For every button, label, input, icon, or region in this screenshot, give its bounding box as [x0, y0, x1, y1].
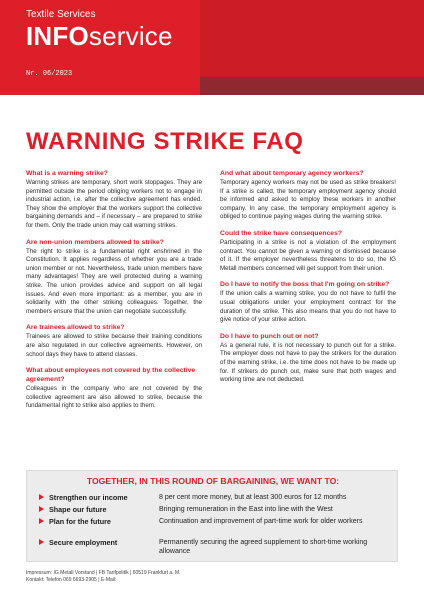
brand-title-bold: INFO: [26, 21, 89, 51]
faq-question: Do I have to punch out or not?: [220, 332, 319, 340]
faq-question: Are non-union members allowed to strike?: [26, 238, 164, 246]
arrow-right-icon: [39, 539, 44, 545]
faq-answer: Colleagues in the company who are not covered by the collective agreement are also allowed to strike, because the fundamental right to strike also applies to them.: [26, 385, 202, 410]
demand-text: 8 per cent more money, but at least 300 euros for 12 months: [159, 494, 347, 501]
faq-right-column: [220, 169, 396, 392]
faq-item: [220, 280, 396, 324]
faq-question: What about employees not covered by the collective agreement?: [26, 367, 196, 384]
faq-answer: The right to strike is a fundamental right enshrined in the Constitution. It applies regardless of whether you are a trade union member or not. Nevertheless, trade union members have many advantages! They are well protected during a warning strike. The union provides advice and support on all legal issues. And even more important: as a member, you are in solidarity with the other striking colleagues. Together, the members ensure that the union can negotiate successfully.: [26, 247, 202, 315]
imprint-line: Impressum: IG Metall Vorstand | FB Tarifpolitik | 60519 Frankfurt a. M.: [26, 570, 181, 576]
brand: [26, 9, 173, 51]
faq-left-column: [26, 169, 202, 418]
header-banner: [0, 0, 424, 95]
brand-subtitle: Textile Services: [26, 9, 96, 20]
faq-item: [26, 238, 202, 317]
faq-answer: Participating in a strike is not a violation of the employment contract. You cannot be given a warning or dismissed because of it. If the employer nevertheless threatens to do so, the IG Metall members concerned will get support from their union.: [220, 238, 396, 272]
faq-item: [26, 169, 202, 231]
arrow-right-icon: [39, 518, 44, 524]
header-photo: [200, 0, 424, 95]
faq-item: [26, 323, 202, 359]
demand-goal: Strengthen our income: [49, 493, 128, 502]
page-title: WARNING STRIKE FAQ: [26, 128, 304, 155]
faq-question: Do I have to notify the boss that I'm going on strike?: [220, 281, 390, 289]
faq-question: And what about temporary agency workers?: [220, 170, 364, 177]
contact-line: Kontakt: Telefon 069 6693-2905 | E-Mail:: [26, 577, 117, 583]
faq-answer: Trainees are allowed to strike because their training conditions are also regulated in our collective agreements. However, on school days they have to attend classes.: [26, 333, 202, 358]
faq-item: [220, 332, 396, 385]
demand-text: Continuation and improvement of part-time work for older workers: [159, 518, 363, 525]
demand-goal: Secure employment: [49, 538, 118, 547]
faq-question: Are trainees allowed to strike?: [26, 324, 125, 332]
demands-box: [26, 470, 398, 562]
brand-title-light: service: [88, 21, 173, 51]
demand-goal: Plan for the future: [49, 517, 111, 526]
faq-question: Could the strike have consequences?: [220, 229, 343, 237]
faq-item: [220, 229, 396, 273]
demand-text: Permanently securing the agreed supplement to short-time working allowance: [159, 539, 368, 555]
faq-item: [220, 169, 396, 222]
issue-number: Nr. 06/2023: [26, 70, 73, 78]
faq-answer: Warning strikes are temporary, short work stoppages. They are permitted outside the period obliging workers not to engage in industrial action, i.e. after the collective agreement has ended. They show the employer that the workers support the collective bargaining demands and – if necessary – are prepared to strike for them. Only the trade union may call warning strikes.: [26, 179, 202, 229]
faq-question: What is a warning strike?: [26, 170, 108, 177]
faq-answer: Temporary agency workers may not be used as strike breakers! If a strike is called, the temporary employment agency should be informed and asked to employ these workers in another company. In any case, the temporary employment agency is obliged to continue paying wages during the warning strike.: [220, 179, 396, 221]
brand-title: [26, 21, 173, 51]
faq-answer: As a general rule, it is not necessary to punch out for a strike. The employer does not have to pay the strikers for the duration of the warning strike, i.e. the time does not have to be made up for. If strikers do punch out, make sure that both wages and working time are not deducted.: [220, 341, 396, 384]
imprint-footer: [26, 570, 398, 584]
demand-goal: Shape our future: [49, 505, 107, 514]
header-photo-shade: [200, 77, 424, 95]
demands-title: TOGETHER, IN THIS ROUND OF BARGAINING, WE WANT TO:: [86, 476, 340, 486]
faq-item: [26, 366, 202, 411]
faq-answer: If the union calls a warning strike, you do not have to fulfil the usual obligations under your employment contract for the duration of the strike. This also means that you do not have to give notice of your strike action.: [220, 290, 396, 324]
arrow-right-icon: [39, 494, 44, 500]
demand-text: Bringing remuneration in the East into line with the West: [159, 506, 333, 513]
arrow-right-icon: [39, 506, 44, 512]
